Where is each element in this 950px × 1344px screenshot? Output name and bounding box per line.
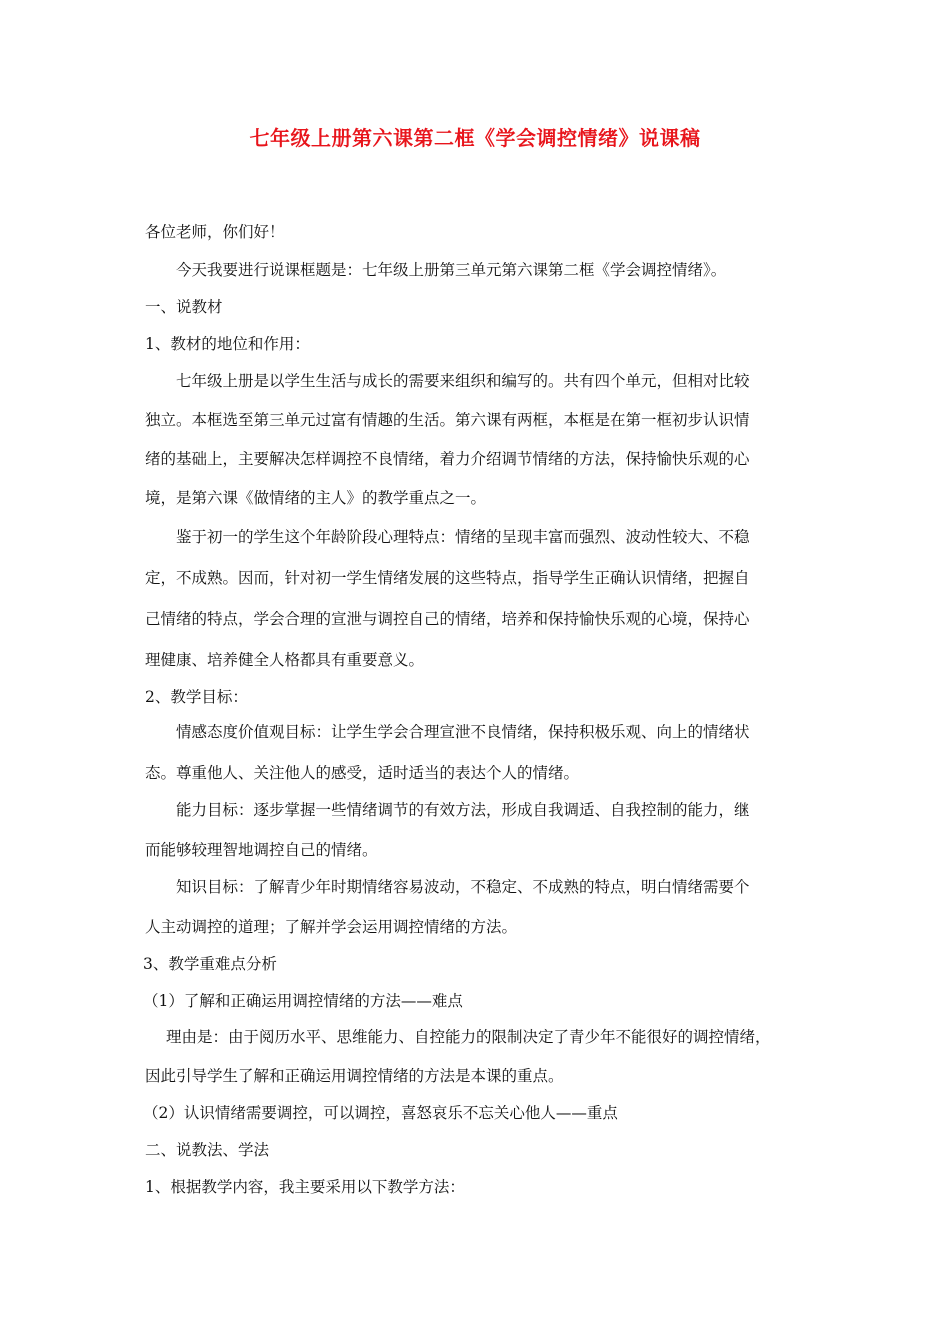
paragraph-line: 己情绪的特点，学会合理的宣泄与调控自己的情绪，培养和保持愉快乐观的心境，保持心 [145, 610, 750, 628]
paragraph-line: 七年级上册是以学生生活与成长的需要来组织和编写的。共有四个单元，但相对比较 [176, 372, 750, 390]
greeting: 各位老师，你们好！ [145, 223, 285, 241]
paragraph-line: 境，是第六课《做情绪的主人》的教学重点之一。 [145, 489, 487, 507]
paragraph-line: 今天我要进行说课框题是：七年级上册第三单元第六课第二框《学会调控情绪》。 [176, 261, 727, 279]
subsection-heading: 1、教材的地位和作用： [145, 335, 310, 353]
section-heading: 一、说教材 [145, 298, 223, 316]
paragraph-line: 人主动调控的道理；了解并学会运用调控情绪的方法。 [145, 918, 518, 936]
paragraph-line: 理由是：由于阅历水平、思维能力、自控能力的限制决定了青少年不能很好的调控情绪， [166, 1028, 771, 1046]
paragraph-line: 能力目标：逐步掌握一些情绪调节的有效方法，形成自我调适、自我控制的能力，继 [176, 801, 750, 819]
paragraph-line: 定，不成熟。因而，针对初一学生情绪发展的这些特点，指导学生正确认识情绪，把握自 [145, 569, 750, 587]
paragraph-line: 态。尊重他人、关注他人的感受，适时适当的表达个人的情绪。 [145, 764, 580, 782]
paragraph-line: 鉴于初一的学生这个年龄阶段心理特点：情绪的呈现丰富而强烈、波动性较大、不稳 [176, 528, 750, 546]
subsection-heading: 1、根据教学内容，我主要采用以下教学方法： [145, 1178, 465, 1196]
subsection-heading: 2、教学目标： [145, 688, 248, 706]
paragraph-line: 因此引导学生了解和正确运用调控情绪的方法是本课的重点。 [145, 1067, 564, 1085]
list-item: （2）认识情绪需要调控，可以调控，喜怒哀乐不忘关心他人——重点 [143, 1104, 618, 1122]
paragraph-line: 情感态度价值观目标：让学生学会合理宣泄不良情绪，保持积极乐观、向上的情绪状 [176, 723, 750, 741]
paragraph-line: 绪的基础上，主要解决怎样调控不良情绪，着力介绍调节情绪的方法，保持愉快乐观的心 [145, 450, 750, 468]
paragraph-line: 独立。本框选至第三单元过富有情趣的生活。第六课有两框，本框是在第一框初步认识情 [145, 411, 750, 429]
document-title: 七年级上册第六课第二框《学会调控情绪》说课稿 [249, 126, 701, 150]
paragraph-line: 理健康、培养健全人格都具有重要意义。 [145, 651, 425, 669]
subsection-heading: 3、教学重难点分析 [143, 955, 277, 973]
paragraph-line: 知识目标：了解青少年时期情绪容易波动，不稳定、不成熟的特点，明白情绪需要个 [176, 878, 750, 896]
list-item: （1）了解和正确运用调控情绪的方法——难点 [143, 992, 463, 1010]
paragraph-line: 而能够较理智地调控自己的情绪。 [145, 841, 378, 859]
section-heading: 二、说教法、学法 [145, 1141, 270, 1159]
